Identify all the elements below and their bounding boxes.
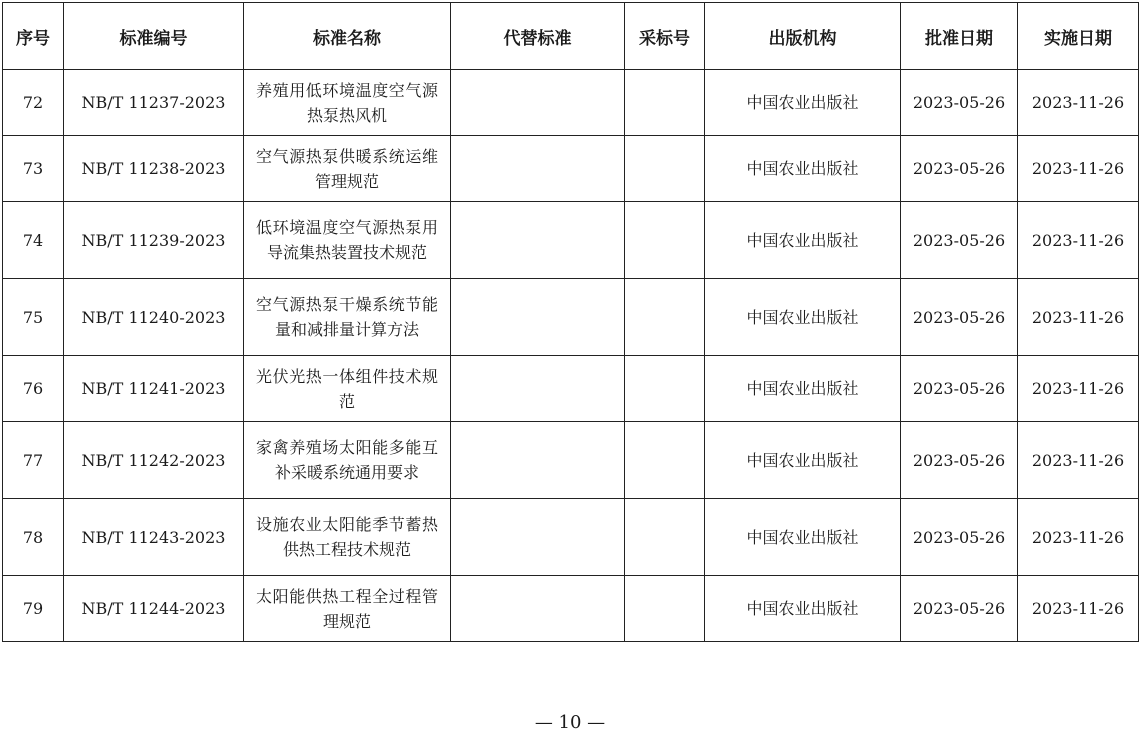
standard-name-text: 低环境温度空气源热泵用导流集热装置技术规范 [256, 218, 438, 262]
standard-name-text: 家禽养殖场太阳能多能互补采暖系统通用要求 [256, 438, 438, 482]
cell-no: 78 [3, 499, 64, 576]
header-code: 标准编号 [64, 3, 244, 70]
standard-name-text: 空气源热泵干燥系统节能量和减排量计算方法 [256, 295, 438, 339]
standard-name-text: 养殖用低环境温度空气源热泵热风机 [256, 80, 438, 125]
cell-adopt [625, 499, 705, 576]
cell-publisher: 中国农业出版社 [705, 356, 901, 422]
cell-replace [451, 422, 625, 499]
cell-replace [451, 279, 625, 356]
cell-code: NB/T 11242-2023 [64, 422, 244, 499]
cell-replace [451, 136, 625, 202]
cell-publisher: 中国农业出版社 [705, 422, 901, 499]
standard-name-text: 太阳能供热工程全过程管理规范 [256, 586, 438, 631]
cell-adopt [625, 279, 705, 356]
cell-adopt [625, 576, 705, 642]
cell-implement-date: 2023-11-26 [1018, 576, 1139, 642]
cell-implement-date: 2023-11-26 [1018, 279, 1139, 356]
standards-table [2, 2, 1139, 642]
cell-approve-date: 2023-05-26 [901, 279, 1018, 356]
cell-approve-date: 2023-05-26 [901, 136, 1018, 202]
table-row [3, 70, 1139, 136]
cell-name [244, 70, 451, 136]
table-row [3, 136, 1139, 202]
cell-approve-date: 2023-05-26 [901, 202, 1018, 279]
header-no: 序号 [3, 3, 64, 70]
cell-implement-date: 2023-11-26 [1018, 356, 1139, 422]
cell-publisher: 中国农业出版社 [705, 576, 901, 642]
cell-publisher: 中国农业出版社 [705, 279, 901, 356]
table-row [3, 279, 1139, 356]
cell-publisher: 中国农业出版社 [705, 70, 901, 136]
cell-approve-date: 2023-05-26 [901, 576, 1018, 642]
cell-name [244, 279, 451, 356]
cell-code: NB/T 11241-2023 [64, 356, 244, 422]
table-row [3, 356, 1139, 422]
cell-no: 72 [3, 70, 64, 136]
standard-name-text: 设施农业太阳能季节蓄热供热工程技术规范 [256, 515, 438, 559]
cell-name [244, 576, 451, 642]
cell-publisher: 中国农业出版社 [705, 136, 901, 202]
header-publisher: 出版机构 [705, 3, 901, 70]
table-header-row [3, 3, 1139, 70]
cell-name [244, 356, 451, 422]
cell-name [244, 202, 451, 279]
cell-name [244, 499, 451, 576]
cell-code: NB/T 11239-2023 [64, 202, 244, 279]
cell-replace [451, 356, 625, 422]
header-approve-date: 批准日期 [901, 3, 1018, 70]
cell-replace [451, 576, 625, 642]
cell-publisher: 中国农业出版社 [705, 202, 901, 279]
cell-approve-date: 2023-05-26 [901, 422, 1018, 499]
cell-code: NB/T 11237-2023 [64, 70, 244, 136]
cell-adopt [625, 202, 705, 279]
cell-code: NB/T 11244-2023 [64, 576, 244, 642]
cell-replace [451, 202, 625, 279]
page-number: — 10 — [534, 712, 606, 733]
table-row [3, 576, 1139, 642]
cell-replace [451, 70, 625, 136]
cell-approve-date: 2023-05-26 [901, 499, 1018, 576]
cell-replace [451, 499, 625, 576]
cell-name [244, 422, 451, 499]
cell-adopt [625, 136, 705, 202]
header-adopt: 采标号 [625, 3, 705, 70]
cell-implement-date: 2023-11-26 [1018, 70, 1139, 136]
cell-adopt [625, 70, 705, 136]
cell-implement-date: 2023-11-26 [1018, 202, 1139, 279]
cell-adopt [625, 356, 705, 422]
cell-adopt [625, 422, 705, 499]
cell-no: 75 [3, 279, 64, 356]
table-row [3, 422, 1139, 499]
header-replace: 代替标准 [451, 3, 625, 70]
cell-code: NB/T 11243-2023 [64, 499, 244, 576]
table-row [3, 202, 1139, 279]
cell-approve-date: 2023-05-26 [901, 70, 1018, 136]
cell-code: NB/T 11240-2023 [64, 279, 244, 356]
standard-name-text: 光伏光热一体组件技术规范 [256, 366, 438, 411]
standard-name-text: 空气源热泵供暖系统运维管理规范 [256, 146, 438, 191]
cell-code: NB/T 11238-2023 [64, 136, 244, 202]
cell-no: 79 [3, 576, 64, 642]
cell-name [244, 136, 451, 202]
table-row [3, 499, 1139, 576]
cell-publisher: 中国农业出版社 [705, 499, 901, 576]
cell-no: 76 [3, 356, 64, 422]
cell-no: 77 [3, 422, 64, 499]
header-implement-date: 实施日期 [1018, 3, 1139, 70]
cell-implement-date: 2023-11-26 [1018, 136, 1139, 202]
cell-implement-date: 2023-11-26 [1018, 499, 1139, 576]
cell-implement-date: 2023-11-26 [1018, 422, 1139, 499]
cell-no: 73 [3, 136, 64, 202]
cell-no: 74 [3, 202, 64, 279]
cell-approve-date: 2023-05-26 [901, 356, 1018, 422]
header-name: 标准名称 [244, 3, 451, 70]
